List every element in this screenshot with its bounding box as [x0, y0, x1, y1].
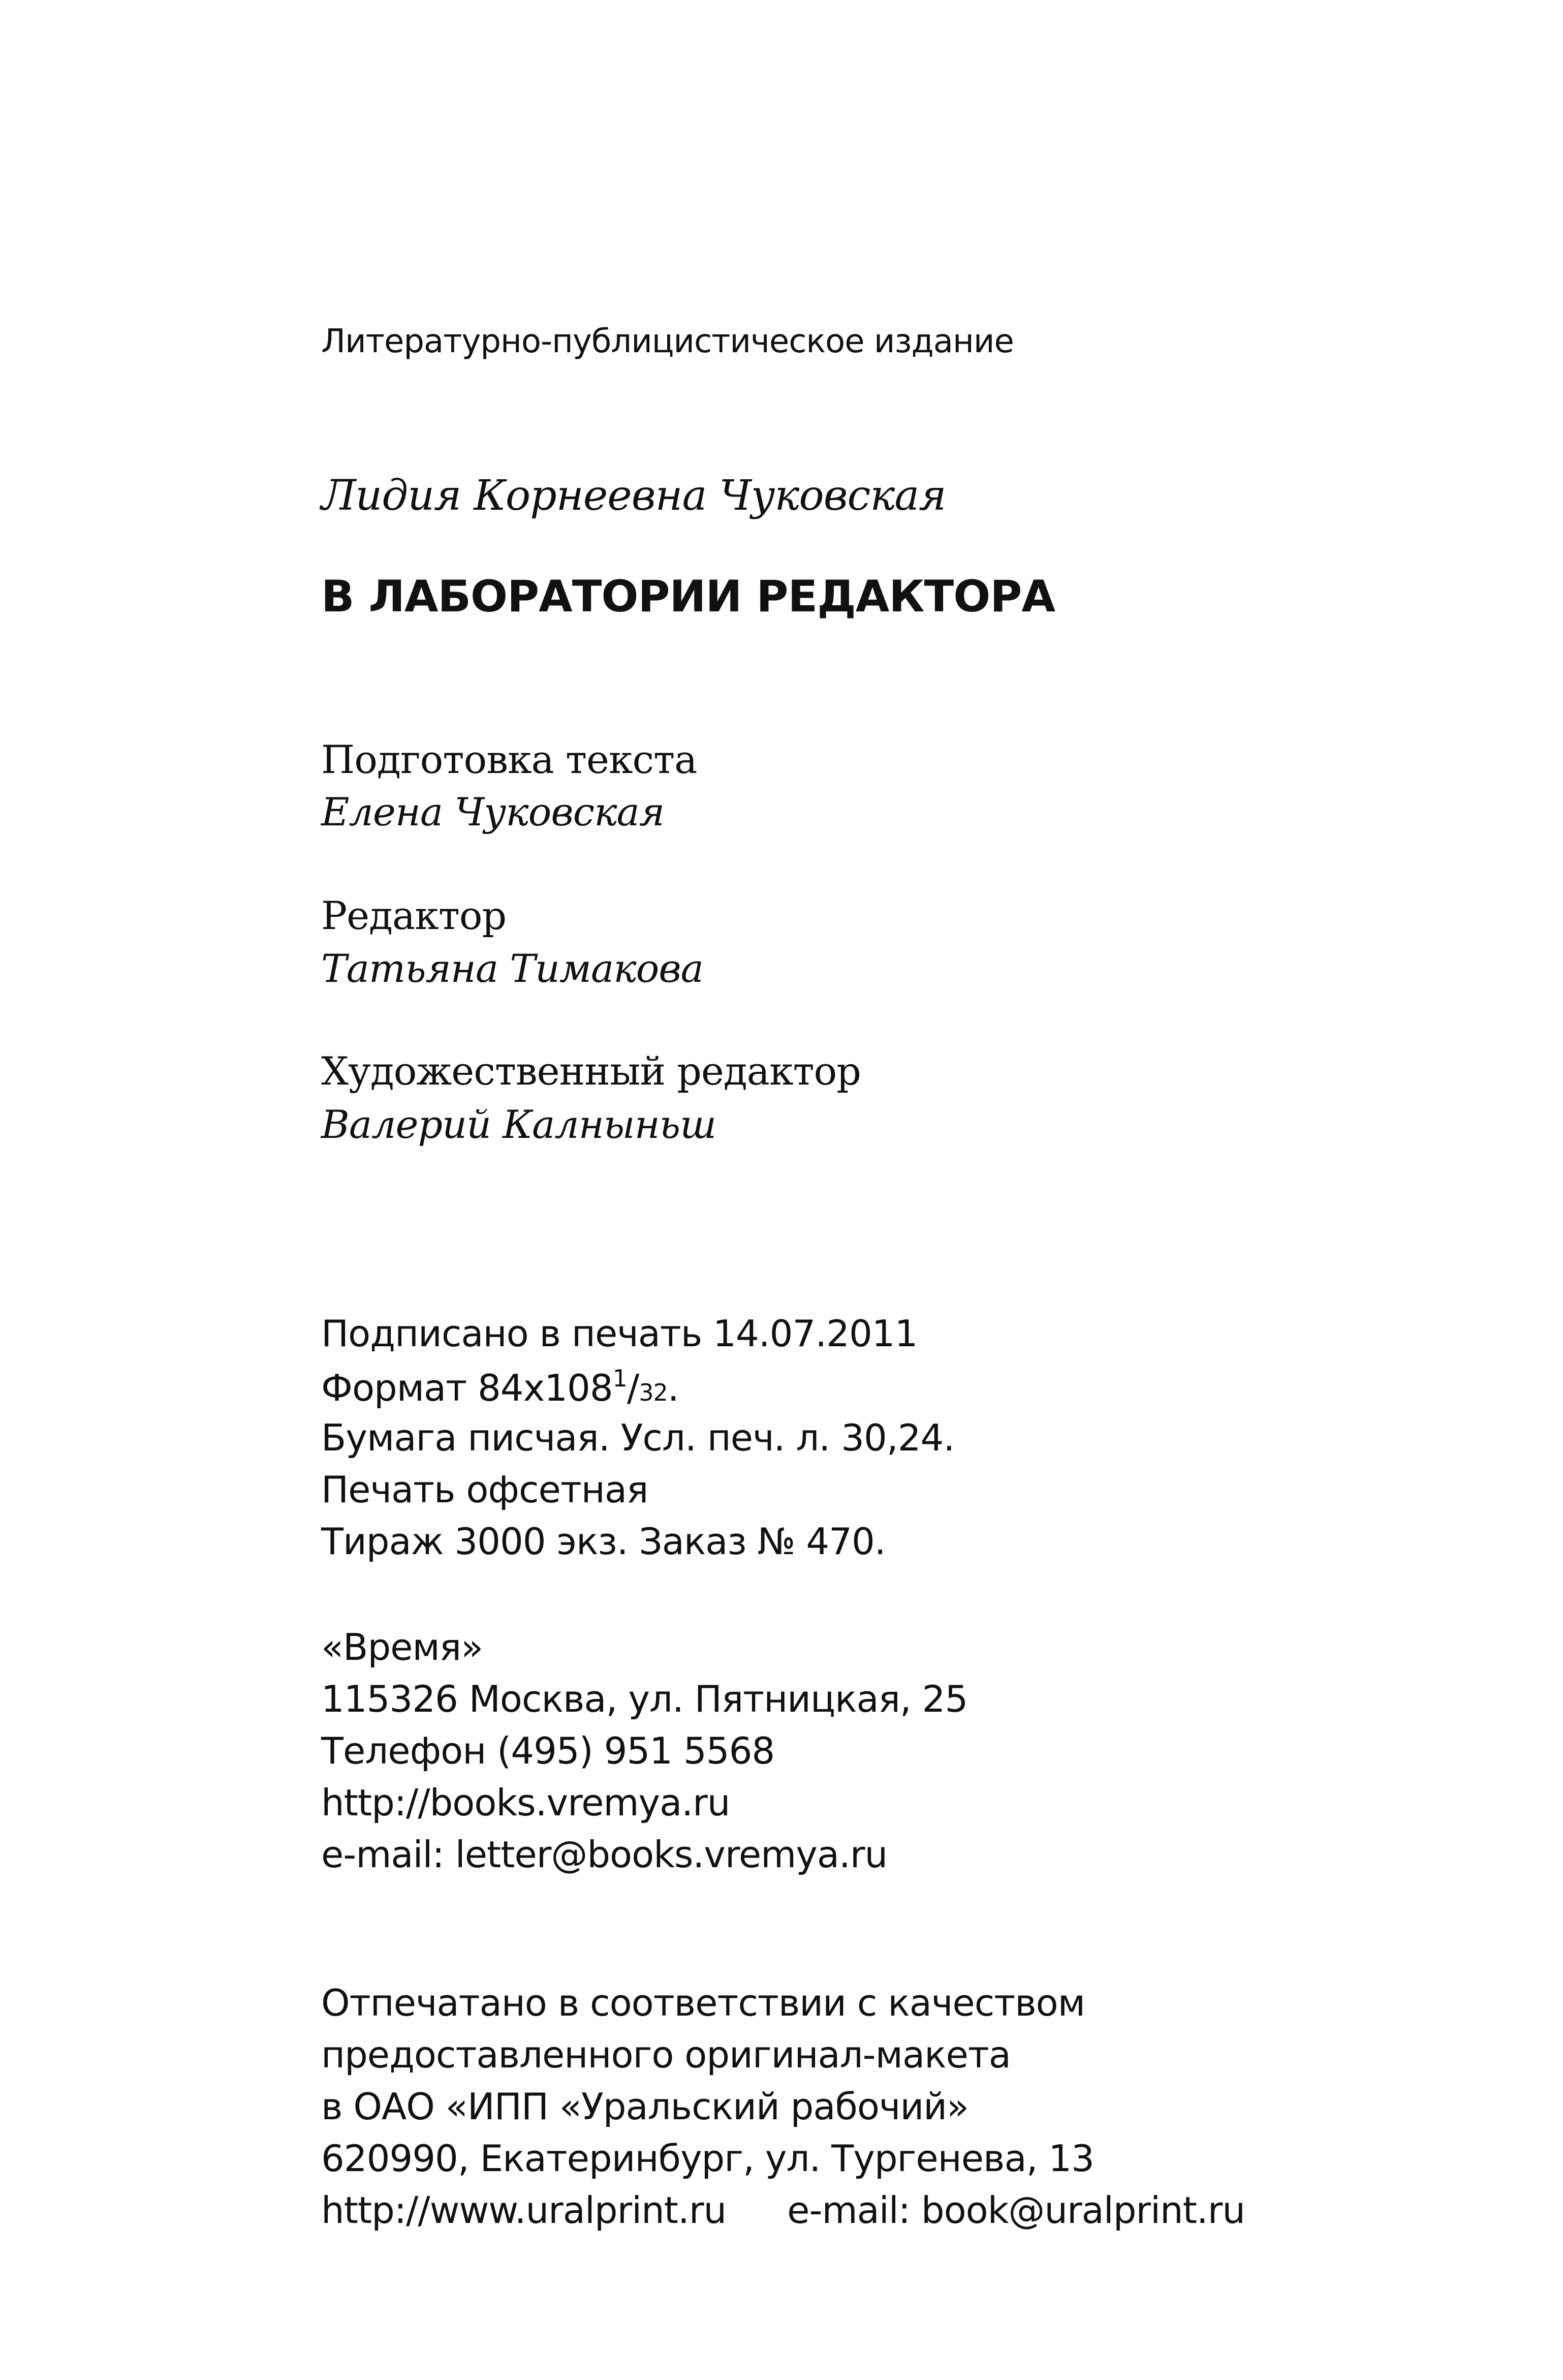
- credit-role-editor: Редактор: [321, 893, 507, 938]
- print-method: Печать офсетная: [321, 1468, 648, 1511]
- print-paper: Бумага писчая. Усл. печ. л. 30,24.: [321, 1416, 955, 1459]
- printer-email[interactable]: e-mail: book@uralprint.ru: [787, 2189, 1245, 2232]
- print-format: [321, 1365, 679, 1409]
- book-title: В ЛАБОРАТОРИИ РЕДАКТОРА: [321, 571, 1055, 622]
- author-name: Лидия Корнеевна Чуковская: [321, 472, 946, 520]
- series-label: Литературно-публицистическое издание: [321, 323, 1014, 360]
- publisher-name: «Время»: [321, 1626, 483, 1668]
- publisher-phone: Телефон (495) 951 5568: [321, 1729, 775, 1772]
- credit-name-text-preparation: Елена Чуковская: [321, 789, 665, 834]
- printer-website[interactable]: http://www.uralprint.ru: [321, 2189, 727, 2232]
- print-format-numerator: 1: [612, 1365, 627, 1392]
- credit-role-text-preparation: Подготовка текста: [321, 737, 697, 782]
- print-format-denominator: 32: [639, 1379, 668, 1406]
- publisher-address: 115326 Москва, ул. Пятницкая, 25: [321, 1678, 968, 1720]
- print-run: Тираж 3000 экз. Заказ № 470.: [321, 1520, 886, 1563]
- publisher-email[interactable]: e-mail: letter@books.vremya.ru: [321, 1833, 888, 1876]
- print-format-slash: /: [627, 1367, 639, 1409]
- printer-line-1: Отпечатано в соответствии с качеством: [321, 1982, 1085, 2024]
- printer-contacts: [321, 2189, 1245, 2232]
- print-format-suffix: .: [667, 1367, 679, 1409]
- publisher-website[interactable]: http://books.vremya.ru: [321, 1781, 730, 1824]
- colophon-page: [321, 0, 1439, 2380]
- credit-name-art-editor: Валерий Калныньш: [321, 1102, 716, 1147]
- printer-line-2: предоставленного оригинал-макета: [321, 2033, 1011, 2076]
- credit-name-editor: Татьяна Тимакова: [321, 946, 703, 991]
- printer-line-3: в ОАО «ИПП «Уральский рабочий»: [321, 2085, 969, 2128]
- printer-address: 620990, Екатеринбург, ул. Тургенева, 13: [321, 2137, 1094, 2180]
- print-format-prefix: Формат 84х108: [321, 1367, 613, 1409]
- print-signed-date: Подписано в печать 14.07.2011: [321, 1312, 918, 1355]
- credit-role-art-editor: Художественный редактор: [321, 1048, 861, 1094]
